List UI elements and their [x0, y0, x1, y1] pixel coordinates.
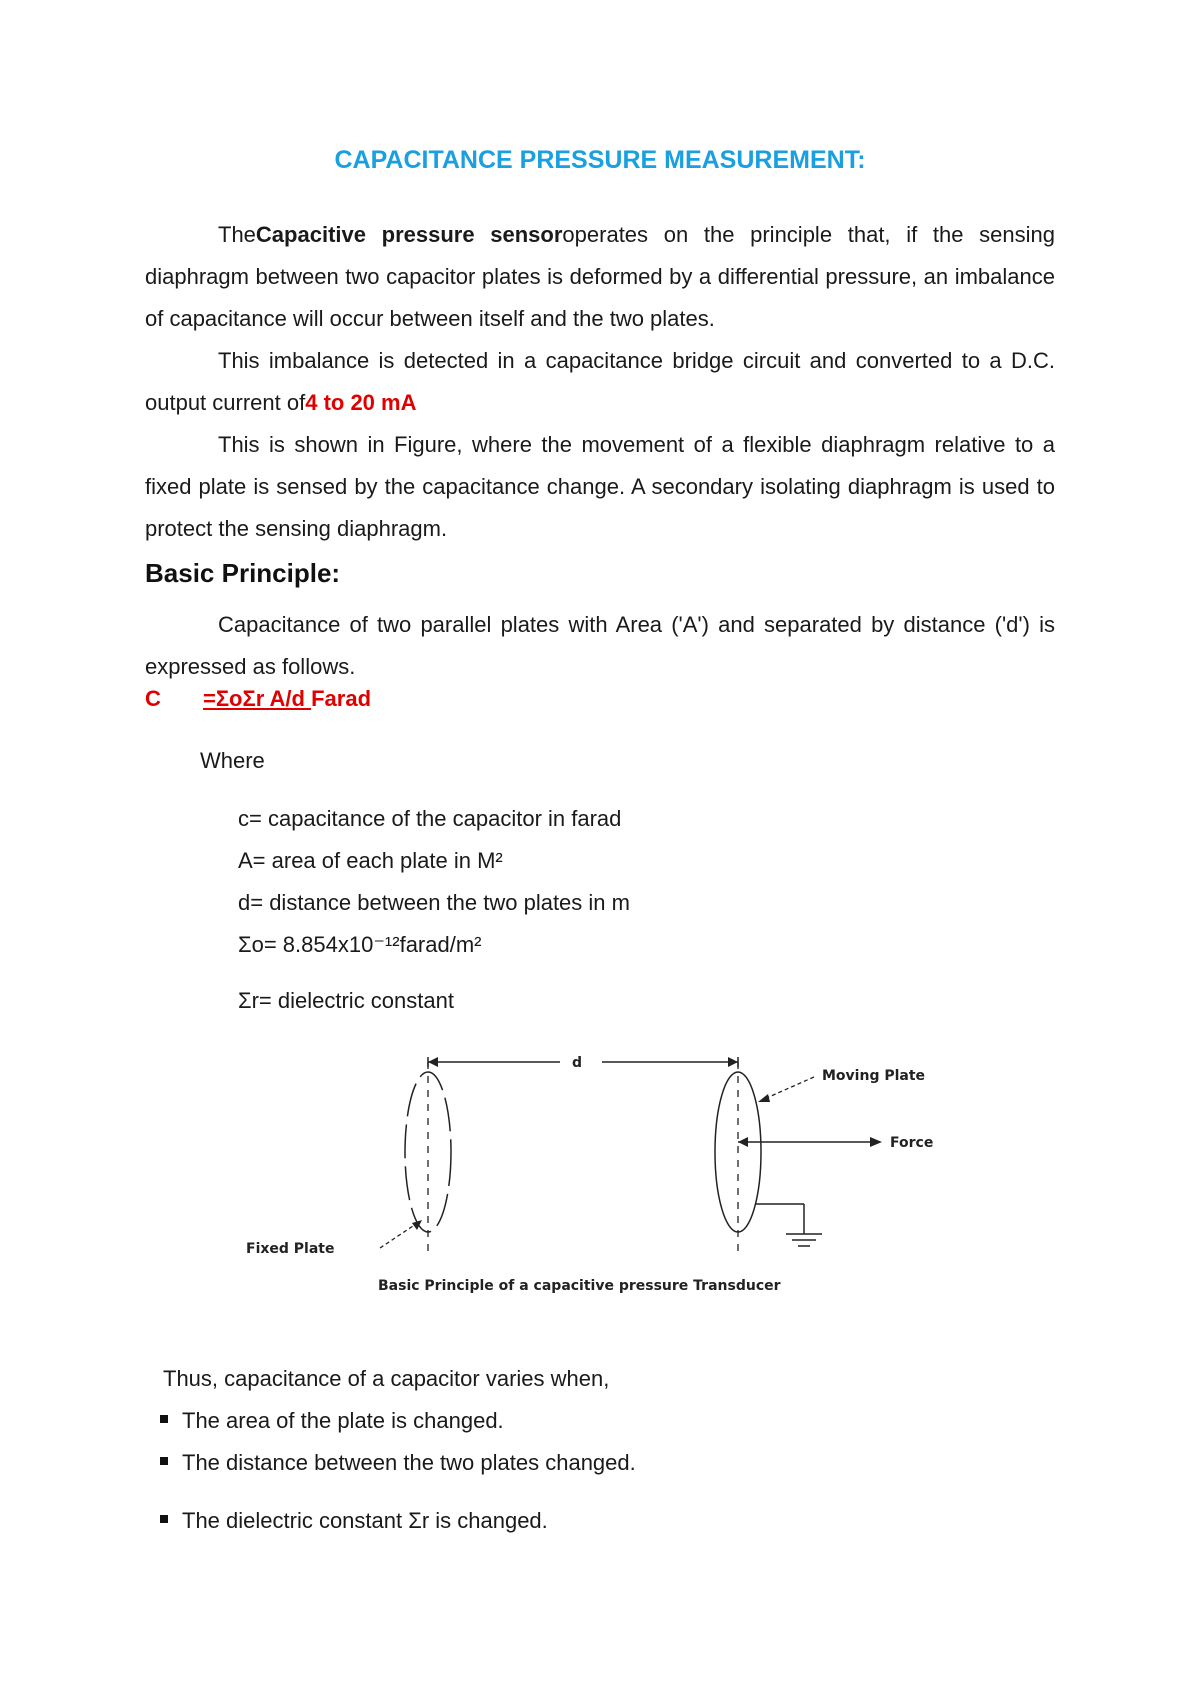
where-label: Where	[200, 748, 265, 773]
figure-caption: Basic Principle of a capacitive pressure Transducer	[378, 1278, 781, 1294]
definition-item: Σo= 8.854x10⁻¹²farad/m²	[238, 932, 482, 957]
formula-expression: =ΣoΣr A/d	[203, 686, 312, 711]
formula-unit: Farad	[311, 686, 372, 711]
moving-plate-label: Moving Plate	[822, 1068, 926, 1084]
bullet-square-icon	[160, 1515, 168, 1523]
definition-item: Σr= dielectric constant	[238, 988, 454, 1013]
arrowhead-left	[428, 1057, 438, 1067]
section-heading: Basic Principle:	[145, 558, 341, 588]
force-tail-arrowhead	[738, 1137, 748, 1147]
list-item: The area of the plate is changed.	[160, 1408, 504, 1434]
list-item: The distance between the two plates changed.	[160, 1450, 636, 1476]
bullet-square-icon	[160, 1415, 168, 1423]
page-title: CAPACITANCE PRESSURE MEASUREMENT:	[334, 146, 866, 174]
definition-item: A= area of each plate in M²	[238, 848, 503, 873]
list-item: The dielectric constant Σr is changed.	[160, 1508, 548, 1534]
fixed-plate-pointer	[380, 1224, 416, 1248]
sensor-name: Capacitive pressure sensor	[255, 222, 563, 247]
paragraph-capacitance: Capacitance of two parallel plates with Area ('A') and separated by distance ('d') is expressed as follows.	[145, 612, 1055, 679]
fixed-plate-label: Fixed Plate	[246, 1241, 335, 1257]
moving-plate-pointer-head	[758, 1094, 770, 1102]
distance-label: d	[572, 1055, 583, 1071]
paragraph-intro: TheCapacitive pressure sensoroperates on the principle that, if the sensing diaphragm between two capacitor plates is deformed by a differential pressure, an imbalance of capacitance will occur between itself and the two plates.	[145, 222, 1055, 331]
definition-item: c= capacitance of the capacitor in farad	[238, 806, 622, 831]
arrowhead-right	[728, 1057, 738, 1067]
force-arrowhead	[870, 1137, 882, 1147]
definition-item: d= distance between the two plates in m	[238, 890, 630, 915]
output-current-range: 4 to 20 mA	[305, 390, 417, 415]
varies-intro: Thus, capacitance of a capacitor varies when,	[163, 1366, 610, 1391]
capacitive-transducer-diagram	[230, 1040, 960, 1300]
capacitance-formula	[145, 686, 371, 712]
paragraph-figure-ref: This is shown in Figure, where the movement of a flexible diaphragm relative to a fixed plate is sensed by the capacitance change. A secondary isolating diaphragm is used to protect the sensing diaphragm.	[145, 432, 1055, 541]
paragraph-imbalance: This imbalance is detected in a capacitance bridge circuit and converted to a D.C. output current of4 to 20 mA	[145, 348, 1055, 415]
force-label: Force	[890, 1135, 934, 1151]
moving-plate-pointer	[762, 1077, 814, 1100]
bullet-square-icon	[160, 1457, 168, 1465]
formula-symbol: C	[145, 686, 161, 711]
